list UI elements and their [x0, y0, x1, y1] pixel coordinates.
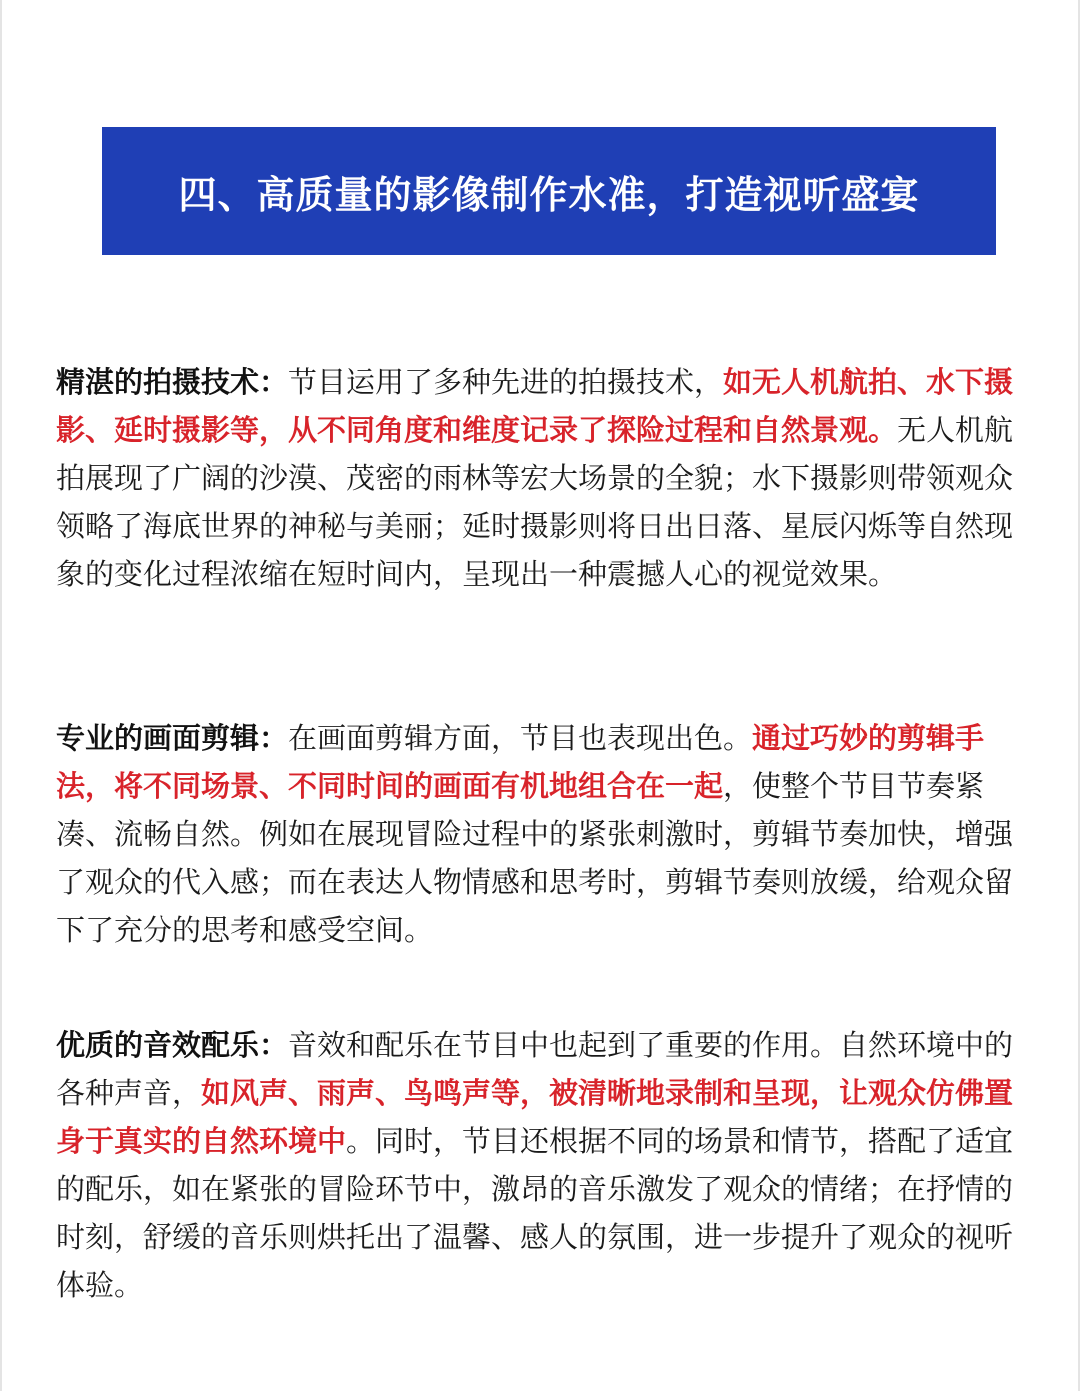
section-highlight: 通过巧妙的剪辑手法，将不同场景、不同时间的画面有机地组合在一起: [56, 721, 985, 803]
title-banner: [102, 127, 996, 255]
page-title: 四、高质量的影像制作水准，打造视听盛宴: [178, 172, 920, 217]
section-text: 无人机航拍展现了广阔的沙漠、茂密的雨林等宏大场景的全貌；水下摄影则带领观众领略了海底世界的神秘与美丽；延时摄影则将日出日落、星辰闪烁等自然现象的变化过程浓缩在短时间内，呈现出一种震撼人心的视觉效果。: [56, 413, 1014, 591]
section-editing: [56, 714, 1026, 954]
section-lead: 专业的画面剪辑：: [56, 721, 289, 755]
section-highlight: 如无人机航拍、水下摄影、延时摄影等，从不同角度和维度记录了探险过程和自然景观。: [56, 365, 1014, 447]
section-text: 音效和配乐在节目中也起到了重要的作用。自然环境中的各种声音，: [56, 1028, 1014, 1110]
section-lead: 精湛的拍摄技术：: [56, 365, 289, 399]
section-text: ，使整个节目节奏紧凑、流畅自然。例如在展现冒险过程中的紧张刺激时，剪辑节奏加快，增强了观众的代入感；而在表达人物情感和思考时，剪辑节奏则放缓，给观众留下了充分的思考和感受空间。: [56, 769, 1014, 947]
section-sound-music: [56, 1021, 1026, 1309]
section-text: 。同时，节目还根据不同的场景和情节，搭配了适宜的配乐，如在紧张的冒险环节中，激昂的音乐激发了观众的情绪；在抒情的时刻，舒缓的音乐则烘托出了温馨、感人的氛围，进一步提升了观众的视听体验。: [56, 1124, 1014, 1302]
section-lead: 优质的音效配乐：: [56, 1028, 289, 1062]
section-text: 节目运用了多种先进的拍摄技术，: [288, 365, 724, 399]
section-text: 在画面剪辑方面，节目也表现出色。: [288, 721, 753, 755]
section-shooting-technique: [56, 358, 1026, 598]
section-highlight: 如风声、雨声、鸟鸣声等，被清晰地录制和呈现，让观众仿佛置身于真实的自然环境中: [56, 1076, 1014, 1158]
